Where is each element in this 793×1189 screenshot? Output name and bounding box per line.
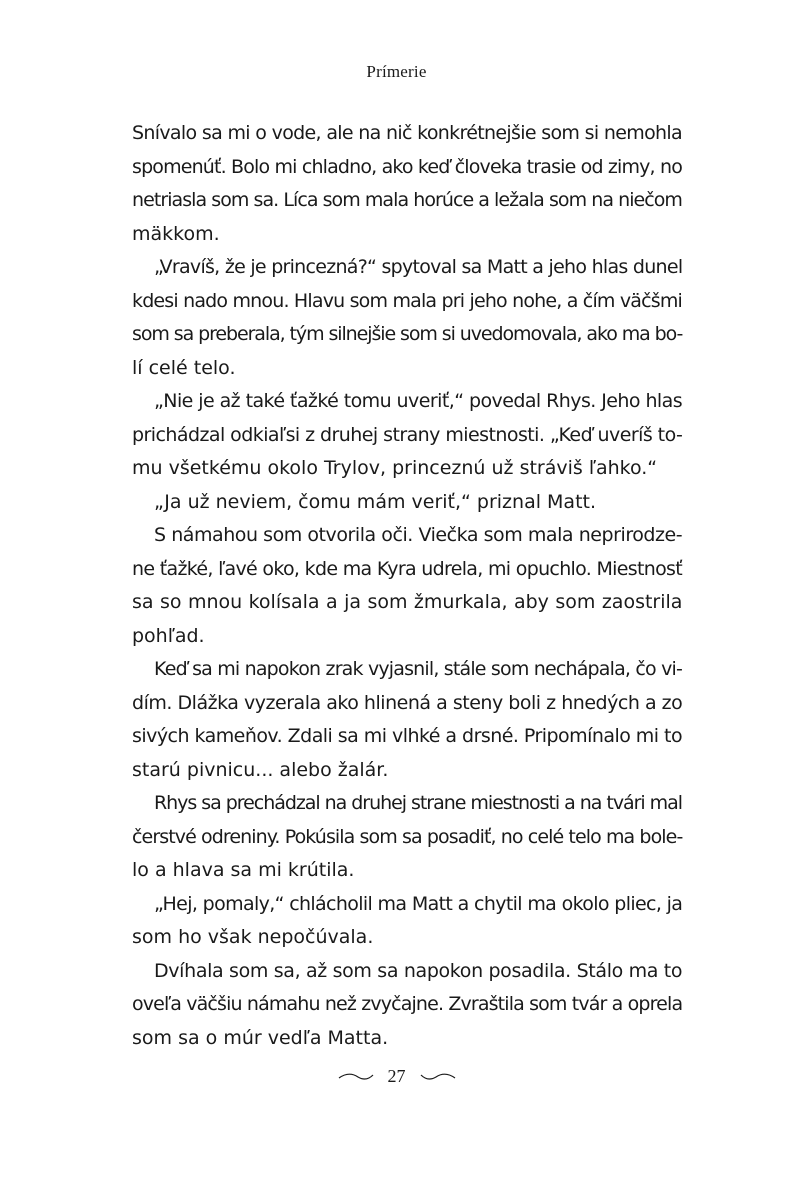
paragraph	[132, 519, 682, 653]
text-line: sa so mnou kolísala a ja som žmurkala, aby som zaostrila	[132, 591, 683, 613]
text-line: prichádzal odkiaľsi z druhej strany miestnosti. „Keď uveríš to-	[132, 423, 683, 446]
paragraph	[132, 117, 682, 251]
running-head: Prímerie	[366, 62, 427, 81]
text-line: starú pivnicu... alebo žalár.	[132, 758, 389, 781]
right-swash-ornament	[420, 1072, 456, 1082]
text-line: oveľa väčšiu námahu než zvyčajne. Zvraštila som tvár a oprela	[132, 993, 683, 1015]
text-line: netriasla som sa. Líca som mala horúce a ležala som na niečom	[132, 189, 682, 211]
text-line: lí celé telo.	[132, 356, 236, 379]
page-number: 27	[387, 1066, 406, 1086]
text-line: Dvíhala som sa, až som sa napokon posadila. Stálo ma to	[154, 959, 683, 982]
text-line: som sa o múr vedľa Matta.	[132, 1026, 389, 1049]
body-text	[132, 117, 682, 1055]
text-line: pohľad.	[132, 624, 205, 647]
text-line: „Hej, pomaly,“ chlácholil ma Matt a chytil ma okolo pliec, ja	[154, 892, 683, 915]
text-line: „Vravíš, že je princezná?“ spytoval sa Matt a jeho hlas dunel	[154, 256, 683, 278]
paragraph	[132, 653, 682, 787]
paragraph	[132, 251, 682, 385]
text-line: Keď sa mi napokon zrak vyjasnil, stále som nechápala, čo vi-	[154, 658, 682, 680]
text-line: kdesi nado mnou. Hlavu som mala pri jeho nohe, a čím väčšmi	[132, 289, 682, 312]
text-line: „Nie je až také ťažké tomu uveriť,“ povedal Rhys. Jeho hlas	[154, 390, 683, 412]
paragraph	[132, 385, 682, 486]
text-line: čerstvé odreniny. Pokúsila som sa posadiť, no celé telo ma bole-	[132, 825, 683, 848]
text-line: Rhys sa prechádzal na druhej strane miestnosti a na tvári mal	[154, 792, 683, 814]
text-line: lo a hlava sa mi krútila.	[132, 859, 355, 881]
text-line: mäkkom.	[132, 222, 220, 245]
left-swash-ornament	[338, 1072, 374, 1082]
text-line: mu všetkému okolo Trylov, princeznú už stráviš ľahko.“	[132, 457, 658, 479]
text-line: sivých kameňov. Zdali sa mi vlhké a drsné. Pripomínalo mi to	[132, 725, 683, 747]
text-line: „Ja už neviem, čomu mám veriť,“ priznal Matt.	[154, 490, 597, 513]
paragraph	[132, 955, 682, 1056]
text-line: Snívalo sa mi o vode, ale na nič konkrétnejšie som si nemohla	[132, 122, 682, 144]
folio	[0, 1066, 793, 1087]
text-line: S námahou som otvorila oči. Viečka som mala neprirodze-	[154, 524, 683, 546]
text-line: spomenúť. Bolo mi chladno, ako keď človeka trasie od zimy, no	[132, 155, 682, 178]
text-line: som sa preberala, tým silnejšie som si uvedomovala, ako ma bo-	[132, 323, 683, 345]
paragraph	[132, 888, 682, 955]
text-line: dím. Dlážka vyzerala ako hlinená a steny boli z hnedých a zo	[132, 691, 683, 714]
paragraph	[132, 787, 682, 888]
text-line: ne ťažké, ľavé oko, kde ma Kyra udrela, mi opuchlo. Miestnosť	[132, 557, 682, 580]
paragraph	[132, 486, 682, 520]
text-line: som ho však nepočúvala.	[132, 926, 374, 948]
